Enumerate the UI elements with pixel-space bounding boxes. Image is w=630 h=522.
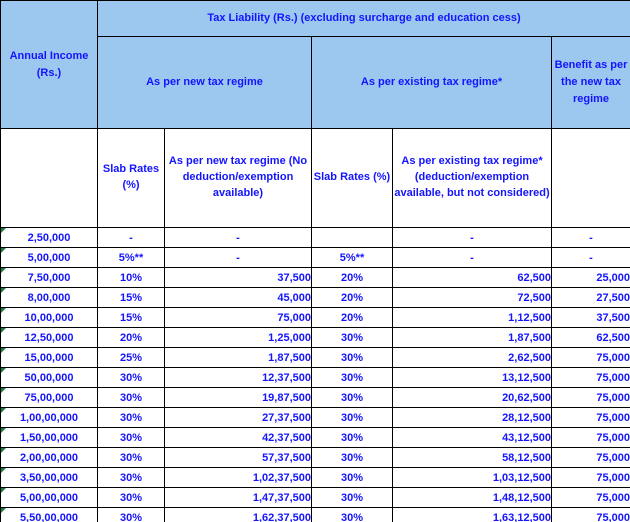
cell-benefit[interactable]: 75,000 (552, 368, 630, 388)
header-benefit-new-regime: Benefit as per the new tax regime (552, 37, 630, 129)
cell-slab-rate-new[interactable]: 30% (98, 368, 165, 388)
cell-slab-rate-new[interactable]: 25% (98, 348, 165, 368)
subheader-slab-rates-existing: Slab Rates (%) (312, 129, 393, 228)
cell-tax-new-regime[interactable]: 19,87,500 (165, 388, 312, 408)
cell-tax-new-regime[interactable]: 42,37,500 (165, 428, 312, 448)
cell-tax-existing-regime[interactable]: 58,12,500 (393, 448, 552, 468)
header-tax-liability: Tax Liability (Rs.) (excluding surcharge and education cess) (98, 1, 630, 37)
cell-slab-rate-new[interactable]: 30% (98, 428, 165, 448)
cell-slab-rate-new[interactable]: 5%** (98, 248, 165, 268)
cell-benefit[interactable]: 75,000 (552, 488, 630, 508)
table-row[interactable] (1, 388, 630, 408)
cell-slab-rate-existing[interactable]: 30% (312, 368, 393, 388)
error-indicator-icon (1, 228, 6, 233)
table-row[interactable] (1, 408, 630, 428)
cell-annual-income[interactable] (1, 508, 98, 522)
error-indicator-icon (1, 248, 6, 253)
table-header (1, 1, 630, 228)
cell-tax-new-regime[interactable]: - (165, 228, 312, 248)
cell-tax-existing-regime[interactable]: - (393, 228, 552, 248)
cell-benefit[interactable]: 62,500 (552, 328, 630, 348)
error-indicator-icon (1, 508, 6, 513)
cell-benefit[interactable]: 75,000 (552, 508, 630, 522)
cell-slab-rate-new[interactable]: 15% (98, 288, 165, 308)
table-row[interactable] (1, 488, 630, 508)
cell-slab-rate-existing[interactable]: 20% (312, 268, 393, 288)
cell-annual-income[interactable] (1, 428, 98, 448)
cell-value: 5,50,00,000 (19, 511, 79, 522)
cell-slab-rate-existing[interactable] (312, 228, 393, 248)
cell-benefit[interactable]: 75,000 (552, 408, 630, 428)
error-indicator-icon (1, 428, 6, 433)
table-row[interactable] (1, 468, 630, 488)
subheader-annual-income-blank (1, 129, 98, 228)
cell-value: 3,50,00,000 (19, 471, 79, 484)
table-row[interactable] (1, 368, 630, 388)
cell-annual-income[interactable] (1, 488, 98, 508)
cell-tax-existing-regime[interactable]: 13,12,500 (393, 368, 552, 388)
table-row[interactable] (1, 328, 630, 348)
cell-benefit[interactable]: - (552, 248, 630, 268)
cell-tax-existing-regime[interactable]: 1,03,12,500 (393, 468, 552, 488)
cell-value: 10,00,000 (24, 311, 74, 324)
cell-tax-existing-regime[interactable]: 1,63,12,500 (393, 508, 552, 522)
cell-slab-rate-new[interactable]: 30% (98, 388, 165, 408)
cell-value: 5,00,00,000 (19, 491, 79, 504)
header-annual-income: Annual Income (Rs.) (1, 1, 98, 129)
cell-annual-income[interactable] (1, 348, 98, 368)
cell-slab-rate-existing[interactable]: 30% (312, 508, 393, 522)
cell-value: 2,00,00,000 (19, 451, 79, 464)
error-indicator-icon (1, 328, 6, 333)
cell-value: 7,50,000 (27, 271, 71, 284)
error-indicator-icon (1, 468, 6, 473)
cell-benefit[interactable]: - (552, 228, 630, 248)
error-indicator-icon (1, 288, 6, 293)
cell-slab-rate-new[interactable]: 30% (98, 508, 165, 522)
subheader-tax-new-regime: As per new tax regime (No deduction/exemption available) (165, 129, 312, 228)
cell-value: 1,50,00,000 (19, 431, 79, 444)
subheader-slab-rates-new: Slab Rates (%) (98, 129, 165, 228)
cell-tax-existing-regime[interactable]: 1,87,500 (393, 328, 552, 348)
cell-slab-rate-new[interactable]: 30% (98, 408, 165, 428)
cell-tax-existing-regime[interactable]: 20,62,500 (393, 388, 552, 408)
table-row[interactable] (1, 248, 630, 268)
cell-tax-new-regime[interactable]: 27,37,500 (165, 408, 312, 428)
header-row-subcolumns (1, 129, 630, 228)
cell-value: 50,00,000 (24, 371, 74, 384)
cell-tax-existing-regime[interactable]: 28,12,500 (393, 408, 552, 428)
cell-tax-new-regime[interactable]: 75,000 (165, 308, 312, 328)
cell-tax-new-regime[interactable]: 1,47,37,500 (165, 488, 312, 508)
cell-tax-existing-regime[interactable]: - (393, 248, 552, 268)
error-indicator-icon (1, 488, 6, 493)
table-body (1, 228, 630, 522)
subheader-benefit-blank (552, 129, 630, 228)
cell-benefit[interactable]: 25,000 (552, 268, 630, 288)
table-row[interactable] (1, 288, 630, 308)
cell-benefit[interactable]: 75,000 (552, 448, 630, 468)
cell-slab-rate-new[interactable]: 10% (98, 268, 165, 288)
header-new-tax-regime: As per new tax regime (98, 37, 312, 129)
cell-slab-rate-existing[interactable]: 30% (312, 388, 393, 408)
cell-value: 5,00,000 (27, 251, 71, 264)
cell-tax-existing-regime[interactable]: 72,500 (393, 288, 552, 308)
header-existing-tax-regime: As per existing tax regime* (312, 37, 552, 129)
cell-value: 12,50,000 (24, 331, 74, 344)
cell-tax-existing-regime[interactable]: 1,48,12,500 (393, 488, 552, 508)
table-row[interactable] (1, 268, 630, 288)
cell-slab-rate-new[interactable]: 15% (98, 308, 165, 328)
cell-annual-income[interactable] (1, 268, 98, 288)
cell-annual-income[interactable] (1, 468, 98, 488)
cell-slab-rate-existing[interactable]: 5%** (312, 248, 393, 268)
cell-benefit[interactable]: 75,000 (552, 388, 630, 408)
cell-slab-rate-existing[interactable]: 20% (312, 288, 393, 308)
cell-benefit[interactable]: 75,000 (552, 428, 630, 448)
cell-tax-existing-regime[interactable]: 1,12,500 (393, 308, 552, 328)
cell-benefit[interactable]: 75,000 (552, 468, 630, 488)
table-row[interactable] (1, 228, 630, 248)
error-indicator-icon (1, 408, 6, 413)
cell-tax-new-regime[interactable]: 57,37,500 (165, 448, 312, 468)
error-indicator-icon (1, 368, 6, 373)
cell-slab-rate-existing[interactable]: 30% (312, 448, 393, 468)
cell-slab-rate-existing[interactable]: 30% (312, 428, 393, 448)
cell-tax-existing-regime[interactable]: 62,500 (393, 268, 552, 288)
error-indicator-icon (1, 448, 6, 453)
error-indicator-icon (1, 388, 6, 393)
cell-slab-rate-existing[interactable]: 30% (312, 328, 393, 348)
table-row[interactable] (1, 428, 630, 448)
cell-slab-rate-new[interactable]: - (98, 228, 165, 248)
cell-slab-rate-new[interactable]: 30% (98, 468, 165, 488)
cell-slab-rate-new[interactable]: 30% (98, 448, 165, 468)
cell-tax-new-regime[interactable]: 1,02,37,500 (165, 468, 312, 488)
cell-annual-income[interactable] (1, 248, 98, 268)
table-row[interactable] (1, 508, 630, 522)
error-indicator-icon (1, 308, 6, 313)
cell-tax-new-regime[interactable]: 45,000 (165, 288, 312, 308)
cell-value: 2,50,000 (27, 231, 71, 244)
cell-benefit[interactable]: 37,500 (552, 308, 630, 328)
error-indicator-icon (1, 268, 6, 273)
cell-value: 1,00,00,000 (19, 411, 79, 424)
cell-slab-rate-existing[interactable]: 30% (312, 408, 393, 428)
cell-annual-income[interactable] (1, 288, 98, 308)
cell-annual-income[interactable] (1, 368, 98, 388)
cell-benefit[interactable]: 27,500 (552, 288, 630, 308)
cell-slab-rate-new[interactable]: 30% (98, 488, 165, 508)
cell-tax-existing-regime[interactable]: 43,12,500 (393, 428, 552, 448)
cell-tax-new-regime[interactable]: 12,37,500 (165, 368, 312, 388)
cell-value: 75,00,000 (24, 391, 74, 404)
cell-benefit[interactable]: 75,000 (552, 348, 630, 368)
cell-value: 15,00,000 (24, 351, 74, 364)
cell-slab-rate-existing[interactable]: 30% (312, 488, 393, 508)
cell-tax-new-regime[interactable]: 1,25,000 (165, 328, 312, 348)
cell-tax-new-regime[interactable]: - (165, 248, 312, 268)
cell-tax-existing-regime[interactable]: 2,62,500 (393, 348, 552, 368)
cell-tax-new-regime[interactable]: 1,87,500 (165, 348, 312, 368)
cell-annual-income[interactable] (1, 408, 98, 428)
cell-value: 8,00,000 (27, 291, 71, 304)
cell-slab-rate-new[interactable]: 20% (98, 328, 165, 348)
cell-tax-new-regime[interactable]: 37,500 (165, 268, 312, 288)
header-row-title (1, 1, 630, 37)
cell-annual-income[interactable] (1, 388, 98, 408)
cell-slab-rate-existing[interactable]: 30% (312, 468, 393, 488)
table-row[interactable] (1, 448, 630, 468)
table-row[interactable] (1, 348, 630, 368)
cell-slab-rate-existing[interactable]: 30% (312, 348, 393, 368)
cell-slab-rate-existing[interactable]: 20% (312, 308, 393, 328)
cell-tax-new-regime[interactable]: 1,62,37,500 (165, 508, 312, 522)
cell-annual-income[interactable] (1, 448, 98, 468)
cell-annual-income[interactable] (1, 228, 98, 248)
subheader-tax-existing-regime: As per existing tax regime* (deduction/exemption available, but not considered) (393, 129, 552, 228)
cell-annual-income[interactable] (1, 328, 98, 348)
error-indicator-icon (1, 348, 6, 353)
table-row[interactable] (1, 308, 630, 328)
cell-annual-income[interactable] (1, 308, 98, 328)
